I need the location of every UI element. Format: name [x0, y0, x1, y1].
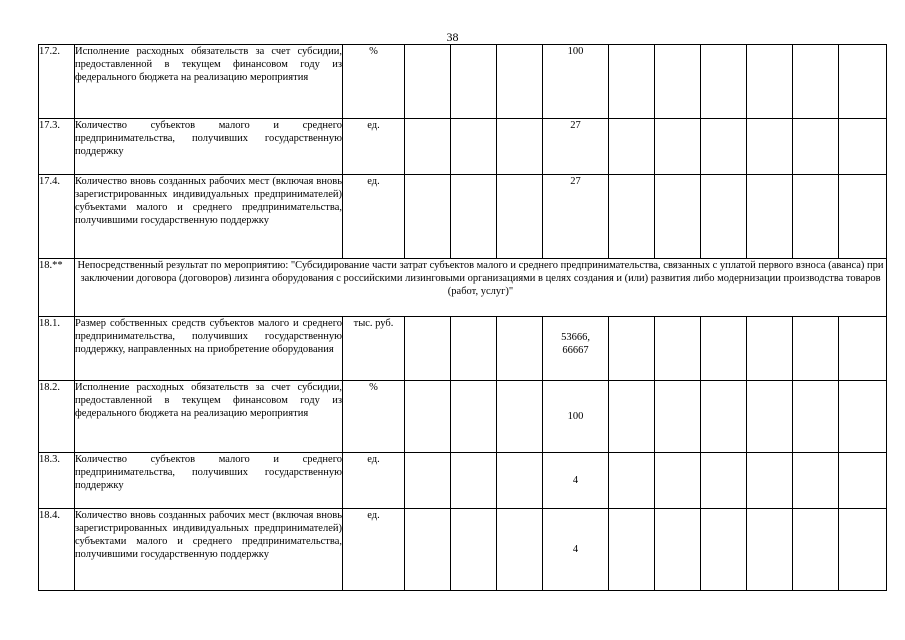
empty-cell — [655, 381, 701, 453]
empty-cell — [609, 453, 655, 509]
row-description: Исполнение расходных обязательств за счет субсидии, предоставленной в текущем финансовом году из федерального бюджета на реализацию мероприятия — [75, 45, 343, 119]
row-description: Размер собственных средств субъектов малого и среднего предпринимательства, получивших государственную поддержку, направленных на приобретение оборудования — [75, 317, 343, 381]
empty-cell — [497, 509, 543, 591]
empty-cell — [747, 317, 793, 381]
empty-cell — [405, 381, 451, 453]
empty-cell — [497, 453, 543, 509]
empty-cell — [405, 45, 451, 119]
empty-cell — [839, 119, 887, 175]
table-row — [39, 509, 887, 591]
empty-cell — [451, 119, 497, 175]
empty-cell — [497, 175, 543, 259]
indicators-table — [38, 44, 887, 591]
empty-cell — [747, 175, 793, 259]
row-number: 18.4. — [39, 509, 75, 591]
row-number: 17.2. — [39, 45, 75, 119]
empty-cell — [701, 453, 747, 509]
row-number: 18.3. — [39, 453, 75, 509]
empty-cell — [839, 45, 887, 119]
empty-cell — [839, 317, 887, 381]
empty-cell — [405, 453, 451, 509]
row-value: 27 — [543, 119, 609, 175]
empty-cell — [655, 453, 701, 509]
row-unit: ед. — [343, 509, 405, 591]
empty-cell — [451, 317, 497, 381]
empty-cell — [405, 175, 451, 259]
row-value: 100 — [543, 381, 609, 453]
row-number: 18.1. — [39, 317, 75, 381]
empty-cell — [405, 317, 451, 381]
empty-cell — [793, 175, 839, 259]
row-description: Исполнение расходных обязательств за счет субсидии, предоставленной в текущем финансовом году из федерального бюджета на реализацию мероприятия — [75, 381, 343, 453]
row-unit: % — [343, 45, 405, 119]
empty-cell — [701, 317, 747, 381]
empty-cell — [793, 381, 839, 453]
empty-cell — [701, 119, 747, 175]
row-unit: ед. — [343, 175, 405, 259]
empty-cell — [793, 509, 839, 591]
empty-cell — [451, 175, 497, 259]
empty-cell — [793, 453, 839, 509]
empty-cell — [701, 509, 747, 591]
row-value-line1: 53666, — [561, 332, 590, 343]
empty-cell — [497, 45, 543, 119]
row-unit: ед. — [343, 453, 405, 509]
row-value: 27 — [543, 175, 609, 259]
empty-cell — [655, 509, 701, 591]
empty-cell — [405, 119, 451, 175]
empty-cell — [747, 509, 793, 591]
empty-cell — [655, 45, 701, 119]
empty-cell — [747, 119, 793, 175]
row-value: 4 — [543, 509, 609, 591]
row-number: 17.4. — [39, 175, 75, 259]
empty-cell — [655, 317, 701, 381]
row-value-line2: 66667 — [562, 345, 589, 356]
empty-cell — [609, 317, 655, 381]
table-row — [39, 453, 887, 509]
empty-cell — [747, 453, 793, 509]
empty-cell — [405, 509, 451, 591]
empty-cell — [747, 381, 793, 453]
row-unit: тыс. руб. — [343, 317, 405, 381]
empty-cell — [451, 381, 497, 453]
empty-cell — [497, 317, 543, 381]
row-description: Количество субъектов малого и среднего предпринимательства, получивших государственную поддержку — [75, 119, 343, 175]
table-row — [39, 381, 887, 453]
empty-cell — [701, 45, 747, 119]
row-unit: ед. — [343, 119, 405, 175]
empty-cell — [793, 119, 839, 175]
empty-cell — [839, 453, 887, 509]
empty-cell — [655, 175, 701, 259]
empty-cell — [609, 175, 655, 259]
row-value — [543, 317, 609, 381]
page-number: 38 — [446, 30, 459, 44]
empty-cell — [609, 381, 655, 453]
empty-cell — [451, 45, 497, 119]
table-row — [39, 45, 887, 119]
row-description: Количество субъектов малого и среднего предпринимательства, получивших государственную поддержку — [75, 453, 343, 509]
empty-cell — [451, 453, 497, 509]
empty-cell — [497, 381, 543, 453]
table-row — [39, 119, 887, 175]
table-row — [39, 175, 887, 259]
row-number: 18.2. — [39, 381, 75, 453]
empty-cell — [497, 119, 543, 175]
row-value: 100 — [543, 45, 609, 119]
empty-cell — [839, 381, 887, 453]
empty-cell — [701, 175, 747, 259]
empty-cell — [839, 509, 887, 591]
row-unit: % — [343, 381, 405, 453]
empty-cell — [793, 317, 839, 381]
empty-cell — [747, 45, 793, 119]
table-row — [39, 317, 887, 381]
empty-cell — [451, 509, 497, 591]
empty-cell — [701, 381, 747, 453]
empty-cell — [793, 45, 839, 119]
row-number: 18.** — [39, 259, 75, 317]
empty-cell — [609, 45, 655, 119]
row-number: 17.3. — [39, 119, 75, 175]
empty-cell — [609, 119, 655, 175]
section-heading-row — [39, 259, 887, 317]
empty-cell — [609, 509, 655, 591]
empty-cell — [655, 119, 701, 175]
row-value: 4 — [543, 453, 609, 509]
section-heading: Непосредственный результат по мероприятию: "Субсидирование части затрат субъектов малого и среднего предпринимательства, связанных с уплатой первого взноса (аванса) при заключении договора (договоров) лизинга оборудования с российскими лизинговыми организациями в целях создания и (или) развития либо модернизации производства товаров (работ, услуг)" — [75, 259, 887, 317]
row-description: Количество вновь созданных рабочих мест (включая вновь зарегистрированных индивидуальных предпринимателей) субъектами малого и среднего предпринимательства, получившими государственную поддержку — [75, 175, 343, 259]
empty-cell — [839, 175, 887, 259]
row-description: Количество вновь созданных рабочих мест (включая вновь зарегистрированных индивидуальных предпринимателей) субъектами малого и среднего предпринимательства, получившими государственную поддержку — [75, 509, 343, 591]
